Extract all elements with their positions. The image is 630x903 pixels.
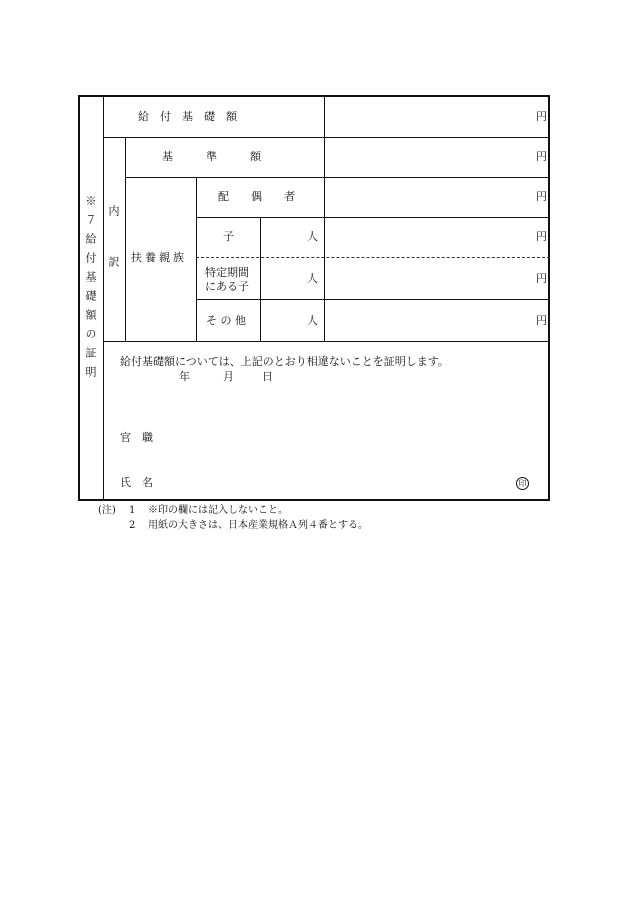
date-month: 月 [223, 370, 234, 383]
standard-amount-label: 基 準 額 [162, 150, 261, 163]
dependents-column-divider [196, 177, 197, 341]
official-title-label: 官 職 [120, 431, 153, 444]
certification-divider [103, 341, 550, 342]
standard-amount-unit: 円 [536, 150, 547, 163]
child-persons-unit: 人 [307, 230, 318, 243]
certification-statement: 給付基礎額については、上記のとおり相違ないことを証明します。 [120, 355, 449, 368]
base-benefit-unit: 円 [536, 110, 547, 123]
breakdown-label: 内訳 [107, 205, 120, 307]
benefit-base-certificate-form [78, 95, 550, 501]
note-number-1: 1 [129, 505, 136, 516]
row-divider [103, 137, 550, 138]
amount-column-divider [324, 97, 325, 341]
persons-column-divider [260, 217, 261, 341]
other-label: そ の 他 [206, 314, 246, 327]
specific-child-unit: 円 [536, 272, 547, 285]
date-year: 年 [179, 370, 190, 383]
specific-child-persons-unit: 人 [307, 272, 318, 285]
note-text-1: ※印の欄には記入しないこと。 [148, 505, 288, 516]
specific-child-label-line2: にある子 [205, 280, 249, 293]
name-label: 氏 名 [120, 476, 153, 489]
specific-child-label-line1: 特定期間 [205, 266, 249, 279]
note-prefix: (注) [98, 505, 116, 516]
side-label: ※７給付基礎額の証明 [84, 195, 97, 385]
base-benefit-label: 給 付 基 礎 額 [138, 110, 237, 123]
breakdown-column-divider [125, 137, 126, 341]
spouse-unit: 円 [536, 190, 547, 203]
spouse-label: 配 偶 者 [218, 190, 295, 203]
note-number-2: 2 [129, 520, 136, 531]
seal-mark: 印 [516, 477, 529, 490]
row-divider [196, 217, 550, 218]
child-unit: 円 [536, 230, 547, 243]
row-divider [196, 299, 550, 300]
date-day: 日 [262, 370, 273, 383]
other-persons-unit: 人 [307, 314, 318, 327]
dependents-label: 扶養親族 [131, 251, 187, 264]
row-divider [125, 177, 550, 178]
note-text-2: 用紙の大きさは、日本産業規格Ａ列４番とする。 [148, 520, 368, 531]
row-divider-dashed [196, 257, 550, 258]
child-label: 子 [223, 230, 234, 243]
other-unit: 円 [536, 314, 547, 327]
side-column-divider [103, 97, 104, 499]
